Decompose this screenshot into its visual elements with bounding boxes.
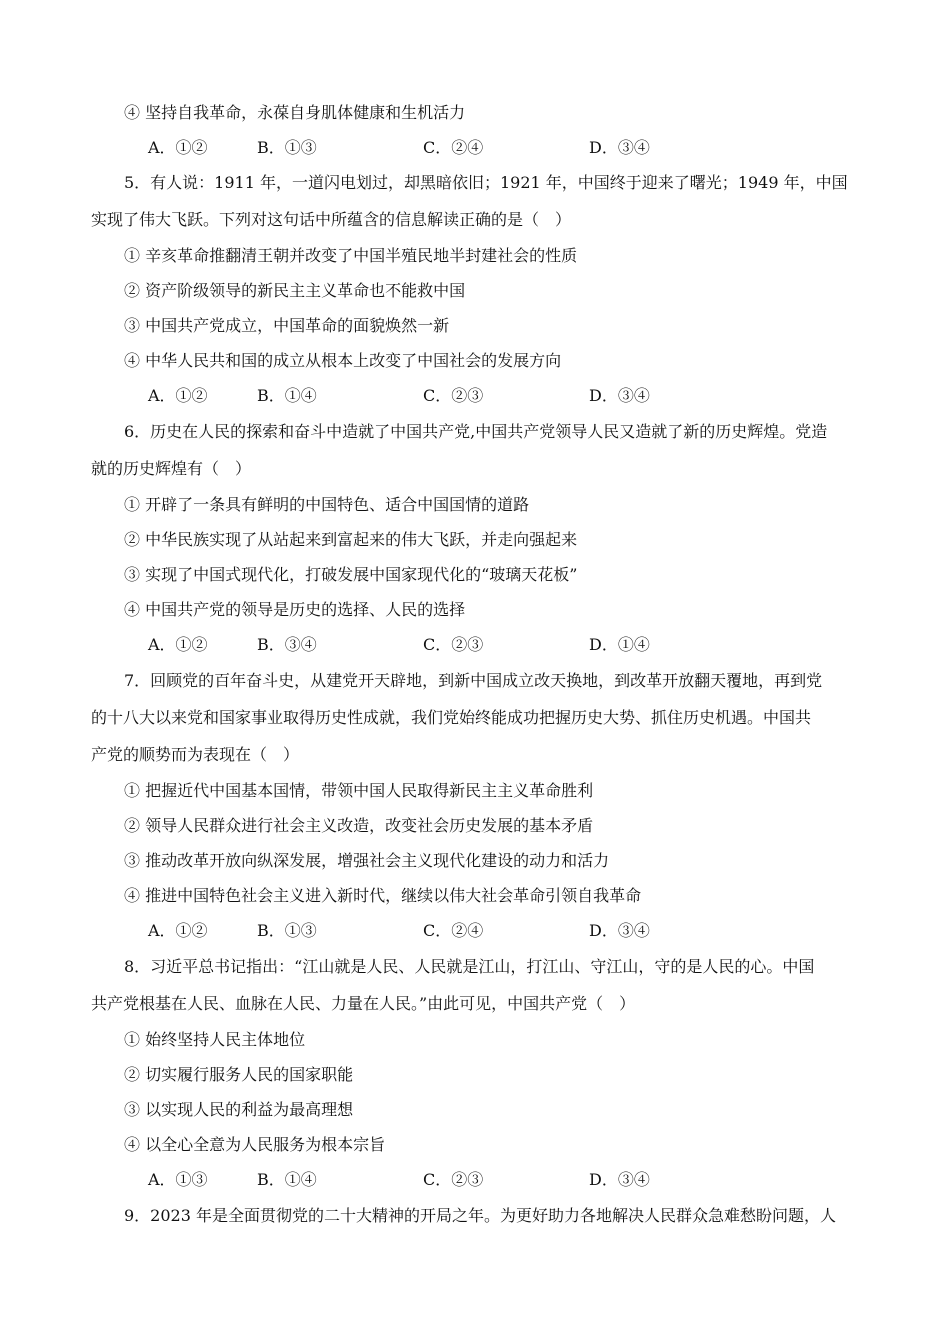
q5-item-1: ① 辛亥革命推翻清王朝并改变了中国半殖民地半封建社会的性质	[124, 246, 578, 265]
q5-option-d: D．③④	[589, 386, 650, 405]
q7-item-4: ④ 推进中国特色社会主义进入新时代，继续以伟大社会革命引领自我革命	[124, 886, 642, 905]
q7-item-3: ③ 推动改革开放向纵深发展，增强社会主义现代化建设的动力和活力	[124, 851, 610, 870]
q6-option-b: B．③④	[257, 635, 317, 654]
q6-option-d: D．①④	[589, 635, 650, 654]
q6-option-a: A．①②	[148, 635, 208, 654]
q8-item-3: ③ 以实现人民的利益为最高理想	[124, 1100, 354, 1119]
q4-option-d: D．③④	[589, 138, 650, 157]
q9-stem-line-1: 9．2023 年是全面贯彻党的二十大精神的开局之年。为更好助力各地解决人民群众急难愁盼问题，人	[124, 1206, 836, 1225]
q5-option-c: C．②③	[423, 386, 484, 405]
q7-item-2: ② 领导人民群众进行社会主义改造，改变社会历史发展的基本矛盾	[124, 816, 594, 835]
q6-item-1: ① 开辟了一条具有鲜明的中国特色、适合中国国情的道路	[124, 495, 530, 514]
q5-item-3: ③ 中国共产党成立，中国革命的面貌焕然一新	[124, 316, 450, 335]
q8-item-1: ① 始终坚持人民主体地位	[124, 1030, 306, 1049]
q7-option-c: C．②④	[423, 921, 484, 940]
q7-stem-line-3: 产党的顺势而为表现在（ ）	[91, 745, 300, 764]
q8-option-c: C．②③	[423, 1170, 484, 1189]
q4-option-b: B．①③	[257, 138, 317, 157]
q7-option-b: B．①③	[257, 921, 317, 940]
q6-item-4: ④ 中国共产党的领导是历史的选择、人民的选择	[124, 600, 466, 619]
q8-item-4: ④ 以全心全意为人民服务为根本宗旨	[124, 1135, 386, 1154]
q4-option-a: A．①②	[148, 138, 208, 157]
q5-stem-line-1: 5．有人说：1911 年，一道闪电划过，却黑暗依旧；1921 年，中国终于迎来了曙光；1949 年，中国	[124, 173, 848, 192]
q5-option-a: A．①②	[148, 386, 208, 405]
q5-stem-line-2: 实现了伟大飞跃。下列对这句话中所蕴含的信息解读正确的是（ ）	[91, 210, 572, 229]
q6-item-2: ② 中华民族实现了从站起来到富起来的伟大飞跃，并走向强起来	[124, 530, 578, 549]
q4-option-c: C．②④	[423, 138, 484, 157]
q7-stem-line-1: 7．回顾党的百年奋斗史，从建党开天辟地，到新中国成立改天换地，到改革开放翻天覆地，再到党	[124, 671, 823, 690]
q8-stem-line-2: 共产党根基在人民、血脉在人民、力量在人民。”由此可见，中国共产党（ ）	[91, 994, 636, 1013]
q4-item-4: ④ 坚持自我革命，永葆自身肌体健康和生机活力	[124, 103, 466, 122]
q6-option-c: C．②③	[423, 635, 484, 654]
q7-option-a: A．①②	[148, 921, 208, 940]
q7-option-d: D．③④	[589, 921, 650, 940]
q6-stem-line-1: 6．历史在人民的探索和奋斗中造就了中国共产党,中国共产党领导人民又造就了新的历史辉煌。党造	[124, 422, 828, 441]
q5-item-2: ② 资产阶级领导的新民主主义革命也不能救中国	[124, 281, 466, 300]
q8-option-b: B．①④	[257, 1170, 317, 1189]
q5-item-4: ④ 中华人民共和国的成立从根本上改变了中国社会的发展方向	[124, 351, 562, 370]
q7-stem-line-2: 的十八大以来党和国家事业取得历史性成就，我们党始终能成功把握历史大势、抓住历史机遇。中国共	[91, 708, 812, 727]
q8-option-d: D．③④	[589, 1170, 650, 1189]
q5-option-b: B．①④	[257, 386, 317, 405]
q7-item-1: ① 把握近代中国基本国情，带领中国人民取得新民主主义革命胜利	[124, 781, 594, 800]
q8-option-a: A．①③	[148, 1170, 208, 1189]
q8-stem-line-1: 8．习近平总书记指出：“江山就是人民、人民就是江山，打江山、守江山，守的是人民的心。中国	[124, 957, 815, 976]
q6-stem-line-2: 就的历史辉煌有（ ）	[91, 459, 252, 478]
q8-item-2: ② 切实履行服务人民的国家职能	[124, 1065, 354, 1084]
q6-item-3: ③ 实现了中国式现代化，打破发展中国家现代化的“玻璃天花板”	[124, 565, 578, 584]
